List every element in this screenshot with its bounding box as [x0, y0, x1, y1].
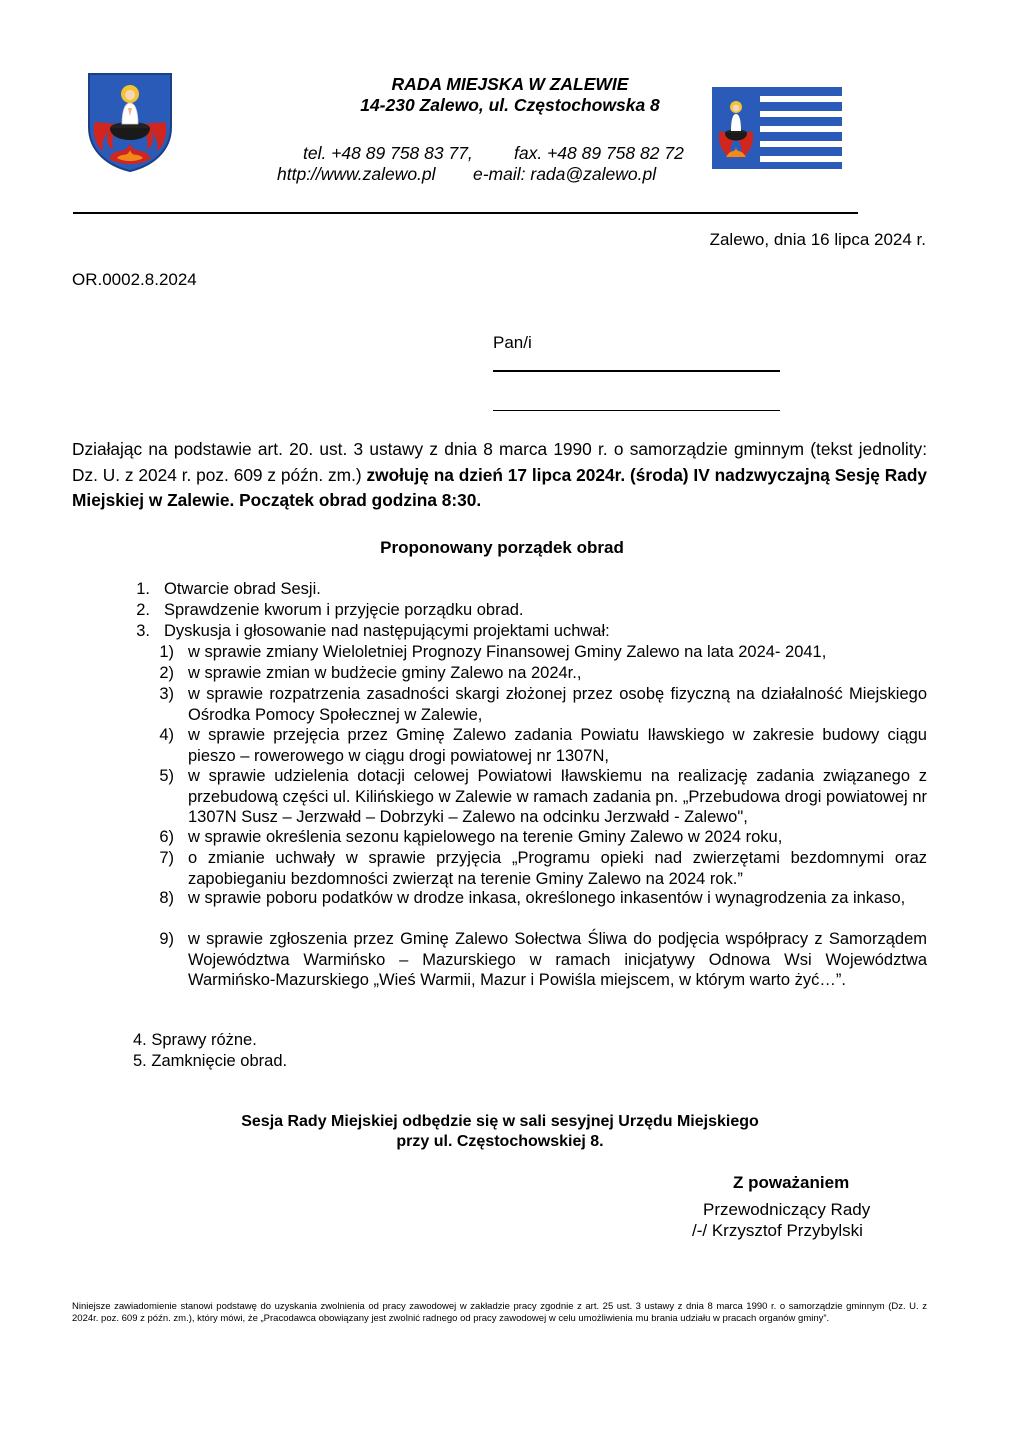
agenda-item: [133, 1030, 257, 1051]
email-address[interactable]: e-mail: rada@zalewo.pl: [473, 164, 657, 184]
fax-number: fax. +48 89 758 82 72: [514, 143, 684, 163]
resolution-text: w sprawie udzielenia dotacji celowej Powiatowi Iławskiemu na realizację zadania związanego z przebudową części ul. Kilińskiego w Zalewie w ramach zadania pn. „Przebudowa drogi powiatowej nr 1307N Susz – Jerzwałd – Dobrzyki – Zalewo na odcinku Jerzwałd - Zalewo",: [188, 767, 927, 826]
resolution-num: 3): [159, 685, 174, 703]
resolution-text: w sprawie zmian w budżecie gminy Zalewo na 2024r.,: [188, 664, 582, 682]
resolution-text: w sprawie rozpatrzenia zasadności skargi złożonej przez osobę fizyczną na działalność Miejskiego Ośrodka Pomocy Społecznej w Zalewie,: [188, 685, 927, 724]
resolution-num: 9): [159, 930, 174, 948]
intro-bold-text: zwołuję na dzień 17 lipca 2024r. (środa) IV nadzwyczajną Sesję Rady Miejskiej w Zalewie. Początek obrad godzina 8:30.: [72, 464, 927, 510]
letter-date: Zalewo, dnia 16 lipca 2024 r.: [709, 230, 926, 249]
resolution-num: 5): [159, 767, 174, 785]
resolution-text: w sprawie zgłoszenia przez Gminę Zalewo Sołectwa Śliwa do podjęcia współpracy z Samorządem Województwa Warmińsko – Mazurskiego w ramach inicjatywy Odnowa Wsi Województwa Warmińsko-Mazurskiego „Wieś Warmii, Mazur i Powiśla miejscem, w którym warto żyć…”.: [188, 930, 927, 989]
resolution-text: w sprawie przejęcia przez Gminę Zalewo zadania Powiatu Iławskiego w zakresie budowy ciągu pieszo – rowerowego w ciągu drogi powiatowej nr 1307N,: [188, 726, 927, 765]
agenda-text: Zamknięcie obrad.: [151, 1052, 288, 1070]
resolution-num: 4): [159, 726, 174, 744]
resolution-text: w sprawie poboru podatków w drodze inkasa, określonego inkasentów i wynagrodzenia za inkaso,: [188, 889, 906, 907]
agenda-text: Sprawy różne.: [151, 1031, 257, 1049]
recipient-line-1: [493, 370, 780, 372]
resolution-num: 2): [159, 664, 174, 682]
town-flag: [712, 87, 842, 169]
coat-of-arms-emblem: [87, 72, 173, 172]
reference-number: OR.0002.8.2024: [72, 270, 197, 289]
intro-paragraph: [72, 437, 927, 514]
footnote: Niniejsze zawiadomienie stanowi podstawę do uzyskania zwolnienia od pracy zawodowej w zakładzie pracy zgodnie z art. 25 ust. 3 ustawy z dnia 8 marca 1990 r. o samorządzie gminnym (Dz. U. z 2024r. poz. 609 z późn. zm.), który mówi, że „Pracodawca obowiązany jest zwolnić radnego od pracy zawodowej w celu umożliwienia mu brania udziału w pracach organów gminy”.: [72, 1301, 927, 1324]
agenda-title: Proponowany porządek obrad: [380, 538, 624, 557]
phone-number: tel. +48 89 758 83 77,: [303, 143, 473, 163]
recipient-line-2: [493, 410, 780, 411]
resolution-num: 8): [159, 889, 174, 907]
venue-line-1: Sesja Rady Miejskiej odbędzie się w sali sesyjnej Urzędu Miejskiego: [241, 1113, 759, 1130]
agenda-text: Sprawdzenie kworum i przyjęcie porządku obrad.: [164, 601, 524, 619]
signer-name: /-/ Krzysztof Przybylski: [692, 1221, 863, 1240]
resolution-text: o zmianie uchwały w sprawie przyjęcia „Programu opieki nad zwierzętami bezdomnymi oraz zapobieganiu bezdomności zwierząt na terenie Gminy Zalewo na 2024 rok.”: [188, 849, 927, 888]
website-link[interactable]: http://www.zalewo.pl: [277, 164, 436, 184]
resolution-num: 6): [159, 828, 174, 846]
agenda-num: 5.: [133, 1052, 147, 1070]
venue-line-2: przy ul. Częstochowskiej 8.: [396, 1133, 604, 1150]
closing-salutation: Z poważaniem: [733, 1173, 850, 1192]
resolution-num: 1): [159, 643, 174, 661]
resolution-num: 7): [159, 849, 174, 867]
recipient-label: Pan/i: [493, 333, 532, 352]
agenda-num: 1.: [136, 580, 150, 598]
resolution-text: w sprawie określenia sezonu kąpielowego na terenie Gminy Zalewo w 2024 roku,: [188, 828, 783, 846]
header-divider: [73, 212, 858, 214]
agenda-num: 3.: [136, 622, 150, 640]
org-name: RADA MIEJSKA W ZALEWIE: [391, 74, 629, 94]
agenda-num: 2.: [136, 601, 150, 619]
intro-text: Działając na podstawie art. 20. ust. 3 ustawy z dnia 8 marca 1990 r. o samorządzie gminnym (tekst jednolity: Dz. U. z 2024 r. poz. 609 z późn. zm.): [72, 439, 927, 485]
agenda-text: Otwarcie obrad Sesji.: [164, 580, 321, 598]
org-address: 14-230 Zalewo, ul. Częstochowska 8: [360, 95, 660, 115]
signer-title: Przewodniczący Rady: [703, 1200, 871, 1219]
agenda-num: 4.: [133, 1031, 147, 1049]
resolution-text: w sprawie zmiany Wieloletniej Prognozy Finansowej Gminy Zalewo na lata 2024- 2041,: [188, 643, 827, 661]
agenda-text: Dyskusja i głosowanie nad następującymi projektami uchwał:: [164, 622, 610, 640]
agenda-item: [133, 1051, 287, 1072]
